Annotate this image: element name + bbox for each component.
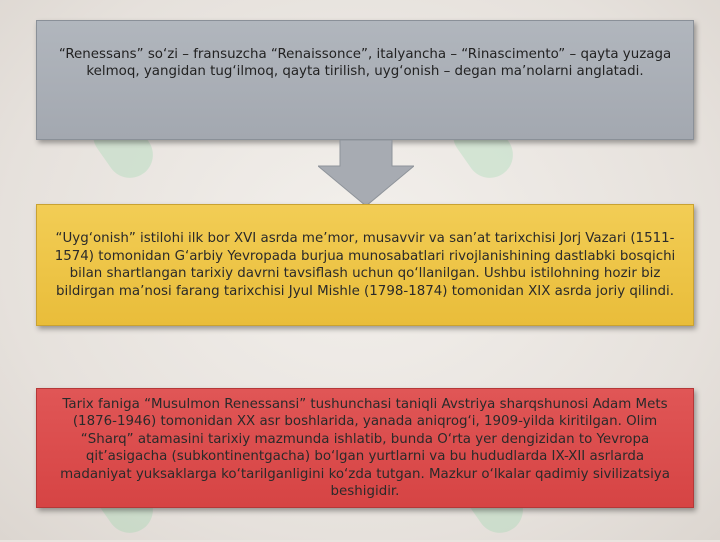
flow-box-definition [36, 20, 694, 140]
flow-box-term-origin [36, 204, 694, 326]
flow-box-text: Tarix faniga “Musulmon Renessansi” tushunchasi taniqli Avstriya sharqshunosi Adam Mets (1876-1946) tomonidan XX asr boshlarida, yanada aniqrog‘i, 1909-yilda kiritilgan. Olim “Sharq” atamasini tarixiy mazmunda ishlatib, bunda O‘rta yer dengizidan to Yevropa qit’asigacha (subkontinentgacha) bo‘lgan yurtlarni va bu hududlarda IX-XII asrlarda madaniyat yuksaklarga ko‘tarilganligini ko‘zda tutgan. Mazkur o‘lkalar qadimiy sivilizatsiya beshigidir. [60, 396, 670, 499]
flow-box-muslim-renaissance [36, 388, 694, 508]
flow-box-text: “Uyg‘onish” istilohi ilk bor XVI asrda me’mor, musavvir va san’at tarixchisi Jorj Vazari (1511-1574) tomonidan G‘arbiy Yevropada burjua munosabatlari rivojlanishining dastlabki bosqichi bilan shartlangan tarixiy davrni tavsiflash uchun qo‘llanilgan. Ushbu istilohning hozir biz bildirgan ma’nosi farang tarixchisi Jyul Mishle (1798-1874) tomonidan XIX asrda joriy qilindi. [54, 231, 676, 299]
arrow-down-icon [318, 140, 414, 208]
flow-box-text: “Renessans” so‘zi – fransuzcha “Renaissonce”, italyancha – “Rinascimento” – qayta yuzaga kelmoq, yangidan tug‘ilmoq, qayta tirilish, uyg‘onish – degan ma’nolarni anglatadi. [58, 46, 672, 79]
